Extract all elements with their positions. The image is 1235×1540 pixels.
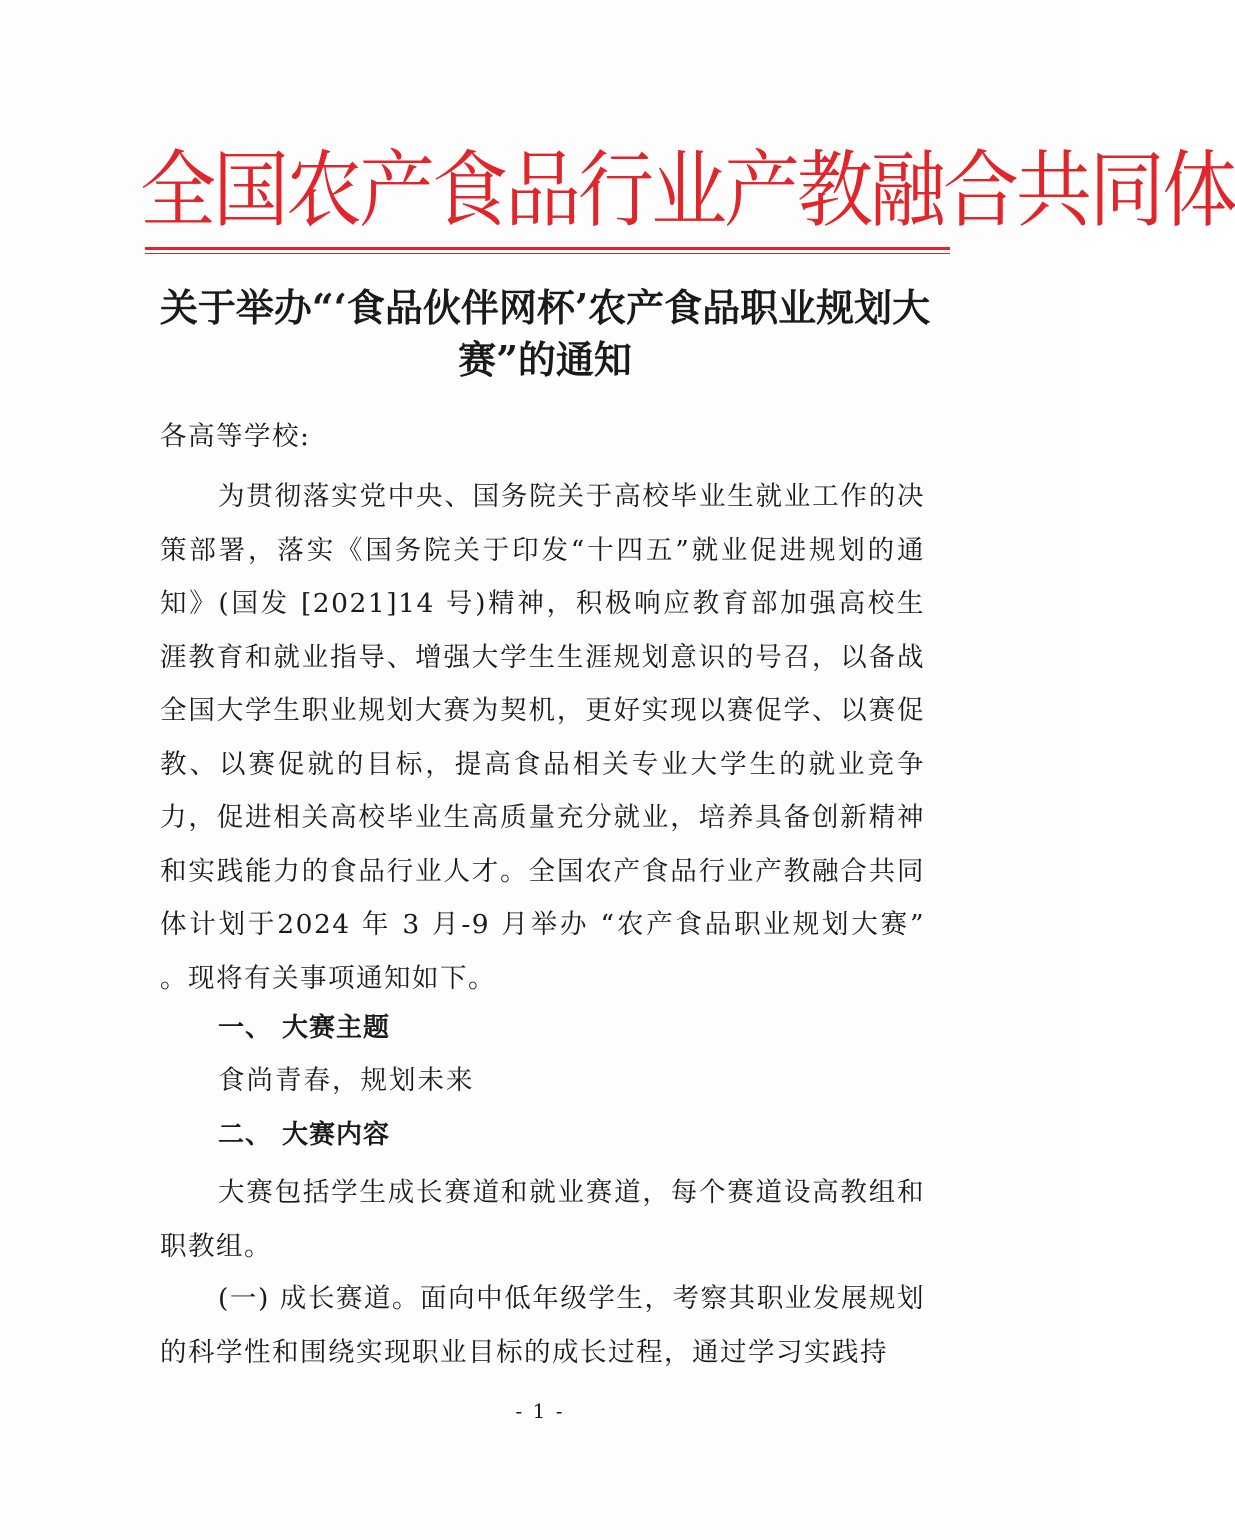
content-paragraph: 大赛包括学生成长赛道和就业赛道，每个赛道设高教组和职教组。 [160, 1177, 925, 1262]
growth-track-paragraph: (一) 成长赛道。面向中低年级学生，考察其职业发展规划的科学性和围绕实现职业目标的成长过程，通过学习实践持 [160, 1283, 925, 1368]
section-theme-text: 食尚青春，规划未来 [218, 1065, 475, 1096]
letterhead-red-rule [145, 247, 950, 250]
letterhead-red-rule-thin [145, 253, 950, 254]
document-title: 关于举办“‘食品伙伴网杯’农产食品职业规划大赛”的通知 [159, 285, 931, 382]
intro-paragraph: 为贯彻落实党中央、国务院关于高校毕业生就业工作的决策部署，落实《国务院关于印发“十四五”就业促进规划的通知》(国发 [2021]14 号)精神，积极响应教育部加强高校生涯教育和就业指导、增强大学生生涯规划意识的号召，以备战全国大学生职业规划大赛为契机，更好实现以赛促学、以赛促教、以赛促就的目标，提高食品相关专业大学生的就业竞争力，促进相关高校毕业生高质量充分就业，培养具备创新精神和实践能力的食品行业人才。全国农产食品行业产教融合共同体计划于2024 年 3 月-9 月举办 “农产食品职业规划大赛” 。现将有关事项通知如下。 [160, 481, 925, 994]
section-heading-theme: 一、 大赛主题 [218, 1013, 391, 1043]
salutation: 各高等学校: [160, 421, 311, 452]
page-number: - 1 - [515, 1399, 565, 1423]
organization-letterhead: 全国农产食品行业产教融合共同体 [140, 141, 1235, 239]
section-heading-content: 二、 大赛内容 [218, 1120, 391, 1150]
